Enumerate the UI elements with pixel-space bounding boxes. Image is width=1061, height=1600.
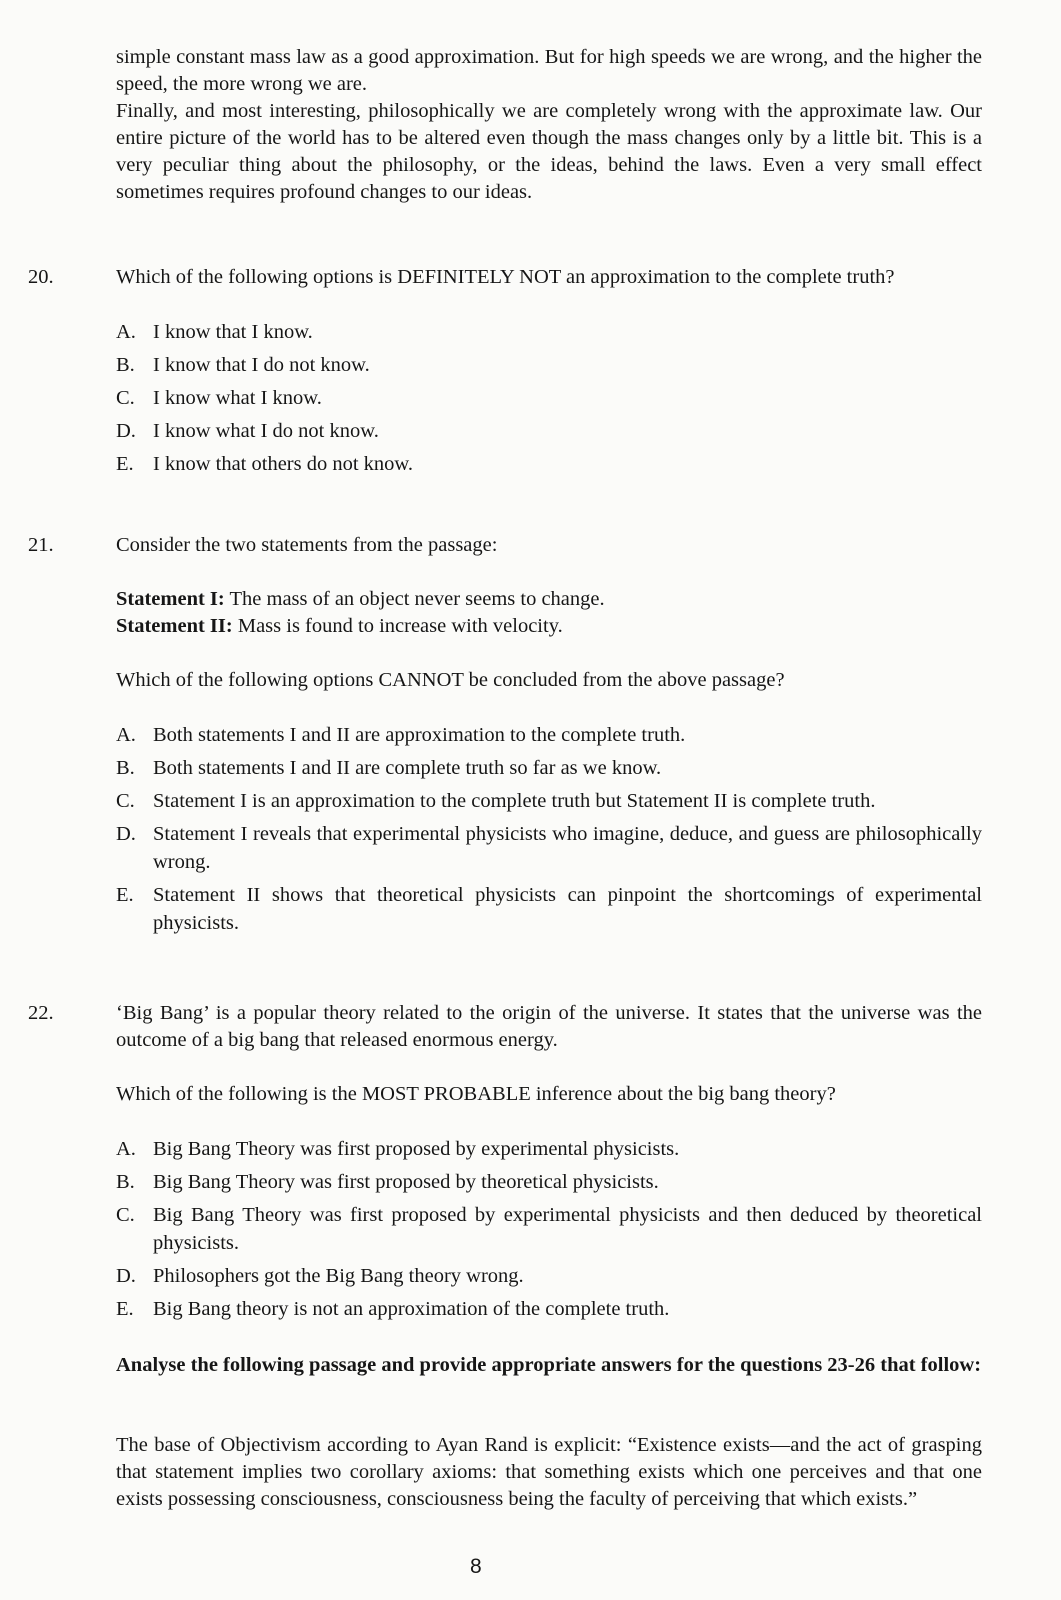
q21-option-b: B. Both statements I and II are complete truth so far as we know. — [116, 757, 662, 779]
question-20 — [116, 264, 982, 483]
question-21-prompt: Which of the following options CANNOT be concluded from the above passage? — [116, 669, 785, 691]
question-22-text: ‘Big Bang’ is a popular theory related to the origin of the universe. It states that the universe was the outcome of a big bang that released enormous energy. — [116, 1002, 982, 1051]
q22-option-c: C. Big Bang Theory was first proposed by experimental physicists and then deduced by theoretical physicists. — [116, 1204, 982, 1254]
intro-passage — [116, 44, 982, 206]
question-21 — [116, 532, 982, 942]
question-20-number: 20. — [28, 266, 54, 288]
question-22-number: 22. — [28, 1002, 54, 1024]
intro-paragraph-1: simple constant mass law as a good approximation. But for high speeds we are wrong, and the higher the speed, the more wrong we are. — [116, 46, 982, 95]
q20-option-c: C. I know what I know. — [116, 387, 322, 409]
q22-option-b: B. Big Bang Theory was first proposed by theoretical physicists. — [116, 1171, 659, 1193]
q22-option-d: D. Philosophers got the Big Bang theory wrong. — [116, 1265, 524, 1287]
q20-option-a: A. I know that I know. — [116, 321, 313, 343]
question-21-number: 21. — [28, 534, 54, 556]
q20-option-e: E. I know that others do not know. — [116, 453, 414, 475]
q22-option-e: E. Big Bang theory is not an approximation of the complete truth. — [116, 1298, 670, 1320]
section-heading: Analyse the following passage and provide appropriate answers for the questions 23-26 that follow: — [116, 1354, 982, 1376]
q22-option-a: A. Big Bang Theory was first proposed by experimental physicists. — [116, 1138, 680, 1160]
page-number: 8 — [470, 1555, 482, 1578]
objectivism-passage-block — [116, 1432, 982, 1513]
statement-2: Statement II: Mass is found to increase with velocity. — [116, 615, 563, 637]
q20-option-d: D. I know what I do not know. — [116, 420, 379, 442]
section-heading-block — [116, 1352, 982, 1379]
objectivism-passage: The base of Objectivism according to Ayan Rand is explicit: “Existence exists—and the act of grasping that statement implies two corollary axioms: that something exists which one perceives and that one exists possessing consciousness, consciousness being the faculty of perceiving that which exists.” — [116, 1434, 982, 1510]
intro-paragraph-2: Finally, and most interesting, philosophically we are completely wrong with the approximate law. Our entire picture of the world has to be altered even though the mass changes only by a little bit. This is a very peculiar thing about the philosophy, or the ideas, behind the laws. Even a very small effect sometimes requires profound changes to our ideas. — [116, 100, 982, 203]
statement-1: Statement I: The mass of an object never seems to change. — [116, 588, 605, 610]
question-22 — [116, 1000, 982, 1328]
question-22-prompt: Which of the following is the MOST PROBABLE inference about the big bang theory? — [116, 1083, 836, 1105]
question-20-text: Which of the following options is DEFINITELY NOT an approximation to the complete truth? — [116, 266, 895, 288]
q21-option-e: E. Statement II shows that theoretical physicists can pinpoint the shortcomings of experimental physicists. — [116, 884, 982, 934]
question-21-text: Consider the two statements from the passage: — [116, 534, 498, 556]
q20-option-b: B. I know that I do not know. — [116, 354, 370, 376]
q21-option-a: A. Both statements I and II are approximation to the complete truth. — [116, 724, 686, 746]
q21-option-c: C. Statement I is an approximation to the complete truth but Statement II is complete truth. — [116, 790, 876, 812]
q21-option-d: D. Statement I reveals that experimental physicists who imagine, deduce, and guess are philosophically wrong. — [116, 823, 982, 873]
